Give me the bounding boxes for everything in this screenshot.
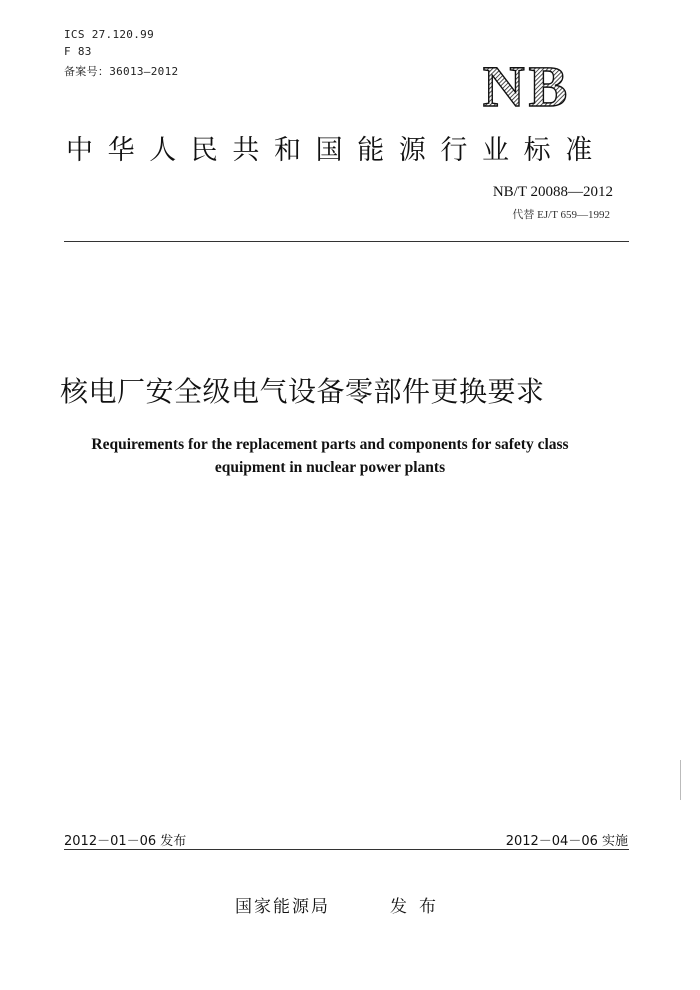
document-title-cn: 核电厂安全级电气设备零部件更换要求 <box>60 375 545 408</box>
footer-divider <box>64 849 629 850</box>
scan-edge-mark <box>680 760 681 800</box>
record-number: 备案号：36013—2012 <box>64 65 179 78</box>
issuing-authority: 国家能源局 <box>235 897 330 917</box>
logo-lettering: NB <box>482 62 572 112</box>
title-en-line-1: Requirements for the replacement parts and components for safety class <box>91 436 569 453</box>
effective-date: 2012－04－06 实施 <box>505 834 628 849</box>
publish-label: 发布 <box>390 897 448 917</box>
standard-code: NB/T 20088—2012 <box>492 184 613 200</box>
nb-logo <box>452 62 602 112</box>
document-title-en <box>60 433 600 479</box>
standard-category: 中华人民共和国能源行业标准 <box>66 135 607 166</box>
replaces-standard: 代替 EJ/T 659—1992 <box>512 209 610 221</box>
issue-date: 2012－01－06 发布 <box>64 834 187 849</box>
ics-code: ICS 27.120.99 <box>64 28 154 41</box>
header-divider <box>64 241 629 242</box>
ccs-code: F 83 <box>64 45 92 58</box>
title-en-line-2: equipment in nuclear power plants <box>214 459 446 476</box>
